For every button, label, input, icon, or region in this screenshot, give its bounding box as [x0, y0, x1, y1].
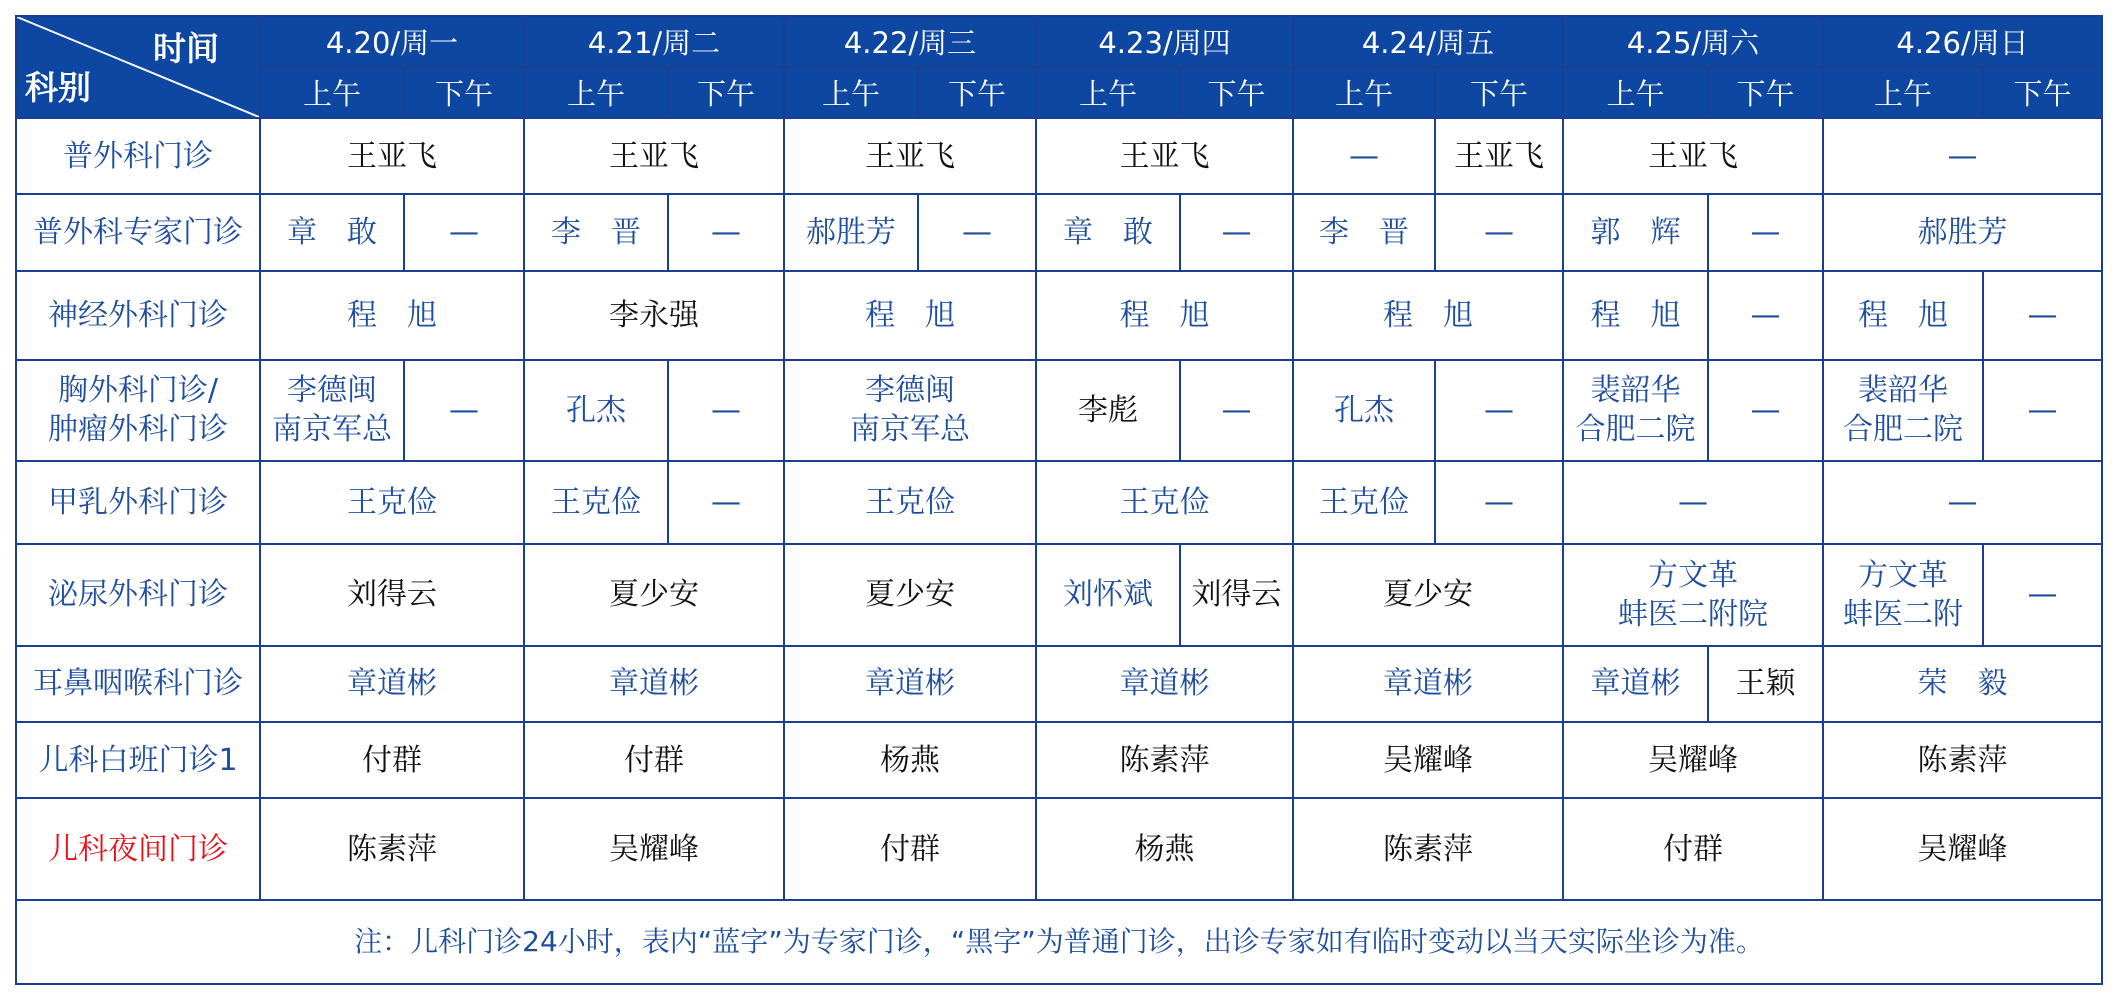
day-header: 4.25/周六 [1563, 16, 1823, 67]
doctor-cell [1036, 461, 1293, 544]
doctor-name: 李德闽 [865, 373, 955, 409]
corner-dept-label: 科别 [25, 68, 91, 107]
doctor-cell [1823, 194, 2102, 270]
doctor-name: 吴耀峰 [1383, 742, 1473, 778]
doctor-cell [784, 360, 1036, 462]
doctor-cell [1823, 798, 2102, 900]
doctor-name: 吴耀峰 [1917, 831, 2008, 867]
doctor-name: 夏少安 [609, 577, 699, 613]
doctor-name: — [1750, 297, 1781, 333]
department-name-line: 肿瘤外科门诊 [48, 412, 228, 448]
doctor-name: 王亚飞 [1454, 138, 1544, 174]
doctor-cell [1823, 544, 1983, 646]
doctor-cell [1563, 118, 1823, 194]
header-session-row [16, 67, 2102, 118]
doctor-name: 王亚飞 [865, 138, 955, 174]
clinic-schedule-table [15, 15, 2103, 985]
doctor-name: — [1947, 485, 1978, 521]
department-name [16, 798, 260, 900]
schedule-row [16, 646, 2102, 722]
note-row [16, 900, 2102, 984]
doctor-name: — [1221, 392, 1252, 428]
doctor-name: 章道彬 [1119, 666, 1210, 702]
session-header-afternoon: 下午 [668, 67, 784, 118]
doctor-name: 程 旭 [1858, 297, 1948, 333]
doctor-cell [524, 544, 784, 646]
doctor-name: 夏少安 [865, 577, 955, 613]
doctor-name: 李 晋 [551, 214, 641, 250]
doctor-cell [524, 271, 784, 360]
doctor-name: 程 旭 [1383, 297, 1473, 333]
doctor-cell [784, 544, 1036, 646]
doctor-cell [260, 722, 524, 798]
doctor-name: 王克俭 [1319, 485, 1409, 521]
doctor-name: 王克俭 [1119, 485, 1210, 521]
doctor-cell [784, 271, 1036, 360]
doctor-name: 杨燕 [880, 742, 940, 778]
doctor-name: 王亚飞 [347, 138, 437, 174]
department-name-line: 神经外科门诊 [48, 297, 228, 333]
doctor-name: — [711, 214, 741, 250]
doctor-name: — [2027, 392, 2058, 428]
doctor-cell [668, 461, 784, 544]
doctor-cell [784, 194, 918, 270]
doctor-name: 陈素萍 [1917, 742, 2008, 778]
day-header: 4.26/周日 [1823, 16, 2102, 67]
doctor-name: 蚌医二附 [1843, 596, 1963, 632]
doctor-name: 付群 [362, 742, 422, 778]
department-name [16, 646, 260, 722]
doctor-cell [1708, 194, 1823, 270]
doctor-name: 章道彬 [609, 666, 699, 702]
doctor-name: — [2027, 577, 2058, 613]
schedule-row [16, 722, 2102, 798]
doctor-name: 程 旭 [1590, 297, 1681, 333]
doctor-name: 吴耀峰 [1648, 742, 1738, 778]
corner-header [16, 16, 260, 118]
doctor-cell [1563, 194, 1708, 270]
session-header-morning: 上午 [1036, 67, 1180, 118]
doctor-cell [1563, 544, 1823, 646]
doctor-name: 郝胜芳 [806, 214, 896, 250]
doctor-cell [1036, 544, 1180, 646]
doctor-cell [524, 461, 668, 544]
doctor-name: 付群 [624, 742, 684, 778]
doctor-name: — [1484, 392, 1514, 428]
doctor-cell [1036, 271, 1293, 360]
doctor-cell [1983, 360, 2102, 462]
doctor-cell [784, 646, 1036, 722]
doctor-name: 王亚飞 [1119, 138, 1210, 174]
doctor-name: — [1221, 214, 1252, 250]
schedule-body [16, 118, 2102, 984]
doctor-name: 郭 辉 [1590, 214, 1681, 250]
session-header-afternoon: 下午 [1180, 67, 1293, 118]
session-header-afternoon: 下午 [404, 67, 524, 118]
doctor-name: 李永强 [609, 297, 699, 333]
department-name [16, 360, 260, 462]
session-header-afternoon: 下午 [1983, 67, 2102, 118]
doctor-name: — [1484, 214, 1514, 250]
doctor-name: 陈素萍 [1383, 831, 1473, 867]
department-name [16, 722, 260, 798]
doctor-cell [404, 360, 524, 462]
session-header-afternoon: 下午 [1708, 67, 1823, 118]
doctor-cell [784, 798, 1036, 900]
day-header: 4.20/周一 [260, 16, 524, 67]
session-header-morning: 上午 [260, 67, 404, 118]
doctor-name: 王亚飞 [609, 138, 699, 174]
session-header-morning: 上午 [1293, 67, 1435, 118]
session-header-afternoon: 下午 [1435, 67, 1563, 118]
doctor-name: 王克俭 [865, 485, 955, 521]
doctor-cell [260, 360, 404, 462]
doctor-name: — [1678, 485, 1708, 521]
doctor-cell [1563, 360, 1708, 462]
department-name-line: 胸外科门诊/ [57, 373, 219, 409]
doctor-cell [1823, 118, 2102, 194]
doctor-name: 李德闽 [287, 373, 377, 409]
doctor-cell [1036, 194, 1180, 270]
doctor-cell [260, 544, 524, 646]
doctor-cell [260, 461, 524, 544]
doctor-name: 付群 [880, 831, 940, 867]
doctor-cell [1708, 360, 1823, 462]
doctor-name: 章道彬 [347, 666, 437, 702]
doctor-cell [784, 461, 1036, 544]
doctor-name: — [1947, 138, 1978, 174]
schedule-row [16, 461, 2102, 544]
day-header: 4.24/周五 [1293, 16, 1563, 67]
doctor-cell [784, 118, 1036, 194]
doctor-name: 夏少安 [1383, 577, 1473, 613]
department-name-line: 耳鼻咽喉科门诊 [33, 666, 243, 702]
department-name-line: 儿科白班门诊1 [38, 742, 238, 778]
doctor-name: — [449, 214, 479, 250]
doctor-name: 方文革 [1858, 557, 1948, 593]
schedule-row [16, 118, 2102, 194]
doctor-cell [1823, 360, 1983, 462]
doctor-name: 孔杰 [1334, 392, 1394, 428]
session-header-morning: 上午 [784, 67, 918, 118]
doctor-name: 合肥二院 [1843, 412, 1963, 448]
day-header: 4.23/周四 [1036, 16, 1293, 67]
doctor-cell [1293, 722, 1563, 798]
doctor-name: 杨燕 [1134, 831, 1195, 867]
header-date-row [16, 16, 2102, 67]
department-name [16, 118, 260, 194]
doctor-name: 合肥二院 [1575, 412, 1696, 448]
doctor-cell [918, 194, 1036, 270]
footnote: 注：儿科门诊24小时，表内“蓝字”为专家门诊，“黑字”为普通门诊，出诊专家如有临时变动以当天实际坐诊为准。 [16, 900, 2102, 984]
department-name-line: 儿科夜间门诊 [48, 831, 228, 867]
doctor-cell [260, 118, 524, 194]
doctor-name: 刘得云 [347, 577, 437, 613]
session-header-afternoon: 下午 [918, 67, 1036, 118]
department-name-line: 甲乳外科门诊 [48, 485, 228, 521]
doctor-cell [1036, 646, 1293, 722]
doctor-cell [1435, 461, 1563, 544]
doctor-name: — [2027, 297, 2058, 333]
doctor-name: 付群 [1663, 831, 1723, 867]
doctor-name: 陈素萍 [347, 831, 437, 867]
doctor-cell [1563, 461, 1823, 544]
doctor-cell [1563, 798, 1823, 900]
doctor-cell [524, 722, 784, 798]
doctor-name: — [711, 485, 741, 521]
session-header-morning: 上午 [524, 67, 668, 118]
doctor-cell [1036, 798, 1293, 900]
department-name-line: 普外科门诊 [63, 138, 213, 174]
doctor-cell [1563, 646, 1708, 722]
doctor-cell [1563, 271, 1708, 360]
doctor-cell [1823, 461, 2102, 544]
doctor-name: 王颖 [1735, 666, 1796, 702]
doctor-cell [784, 722, 1036, 798]
doctor-name: 李 晋 [1319, 214, 1409, 250]
doctor-cell [1435, 360, 1563, 462]
doctor-cell [1036, 722, 1293, 798]
doctor-cell [1435, 118, 1563, 194]
doctor-name: 王克俭 [551, 485, 641, 521]
department-name [16, 194, 260, 270]
doctor-name: 吴耀峰 [609, 831, 699, 867]
doctor-cell [1036, 360, 1180, 462]
schedule-row [16, 544, 2102, 646]
doctor-cell [1293, 646, 1563, 722]
session-header-morning: 上午 [1563, 67, 1708, 118]
doctor-name: 陈素萍 [1119, 742, 1210, 778]
doctor-name: 章 敢 [287, 214, 377, 250]
doctor-cell [1708, 646, 1823, 722]
doctor-name: 章 敢 [1063, 214, 1153, 250]
doctor-name: 王亚飞 [1648, 138, 1738, 174]
doctor-name: 章道彬 [1383, 666, 1473, 702]
doctor-cell [260, 271, 524, 360]
doctor-cell [524, 194, 668, 270]
doctor-name: 蚌医二附院 [1618, 596, 1768, 632]
doctor-cell [524, 118, 784, 194]
doctor-cell [1708, 271, 1823, 360]
doctor-name: 刘怀斌 [1063, 577, 1153, 613]
doctor-name: 郝胜芳 [1917, 214, 2008, 250]
doctor-name: 裴韶华 [1858, 373, 1948, 409]
schedule-row [16, 271, 2102, 360]
doctor-cell [404, 194, 524, 270]
doctor-cell [1293, 461, 1435, 544]
doctor-name: 南京军总 [272, 412, 392, 448]
doctor-cell [1983, 544, 2102, 646]
schedule-row [16, 798, 2102, 900]
doctor-name: 王克俭 [347, 485, 437, 521]
doctor-cell [260, 646, 524, 722]
doctor-name: — [711, 392, 741, 428]
doctor-cell [1563, 722, 1823, 798]
doctor-cell [1180, 194, 1293, 270]
doctor-cell [1293, 194, 1435, 270]
doctor-name: 程 旭 [347, 297, 437, 333]
doctor-name: — [1349, 138, 1379, 174]
doctor-name: 程 旭 [865, 297, 955, 333]
session-header-morning: 上午 [1823, 67, 1983, 118]
doctor-cell [1293, 360, 1435, 462]
doctor-name: 荣 毅 [1917, 666, 2008, 702]
doctor-cell [1983, 271, 2102, 360]
doctor-cell [260, 798, 524, 900]
doctor-cell [1823, 646, 2102, 722]
doctor-name: 程 旭 [1119, 297, 1210, 333]
department-name [16, 461, 260, 544]
doctor-name: 方文革 [1648, 557, 1738, 593]
doctor-name: 南京军总 [850, 412, 970, 448]
day-header: 4.21/周二 [524, 16, 784, 67]
department-name-line: 普外科专家门诊 [33, 214, 243, 250]
doctor-name: 李彪 [1078, 392, 1138, 428]
doctor-name: 孔杰 [566, 392, 626, 428]
doctor-cell [524, 360, 668, 462]
doctor-name: 刘得云 [1191, 577, 1282, 613]
doctor-cell [1180, 544, 1293, 646]
doctor-name: — [962, 214, 992, 250]
doctor-name: 裴韶华 [1590, 373, 1681, 409]
department-name [16, 271, 260, 360]
doctor-cell [1036, 118, 1293, 194]
doctor-name: 章道彬 [865, 666, 955, 702]
corner-time-label: 时间 [153, 29, 219, 68]
doctor-cell [1435, 194, 1563, 270]
doctor-name: — [449, 392, 479, 428]
schedule-row [16, 194, 2102, 270]
department-name-line: 泌尿外科门诊 [48, 577, 228, 613]
doctor-cell [1823, 722, 2102, 798]
doctor-cell [1293, 544, 1563, 646]
doctor-name: — [1750, 214, 1781, 250]
doctor-cell [1180, 360, 1293, 462]
doctor-cell [524, 646, 784, 722]
doctor-cell [1293, 118, 1435, 194]
doctor-cell [668, 360, 784, 462]
doctor-name: — [1750, 392, 1781, 428]
day-header: 4.22/周三 [784, 16, 1036, 67]
doctor-cell [1293, 798, 1563, 900]
doctor-cell [524, 798, 784, 900]
schedule-row [16, 360, 2102, 462]
doctor-cell [1823, 271, 1983, 360]
doctor-name: 章道彬 [1590, 666, 1681, 702]
doctor-cell [668, 194, 784, 270]
doctor-cell [260, 194, 404, 270]
doctor-cell [1293, 271, 1563, 360]
department-name [16, 544, 260, 646]
doctor-name: — [1484, 485, 1514, 521]
